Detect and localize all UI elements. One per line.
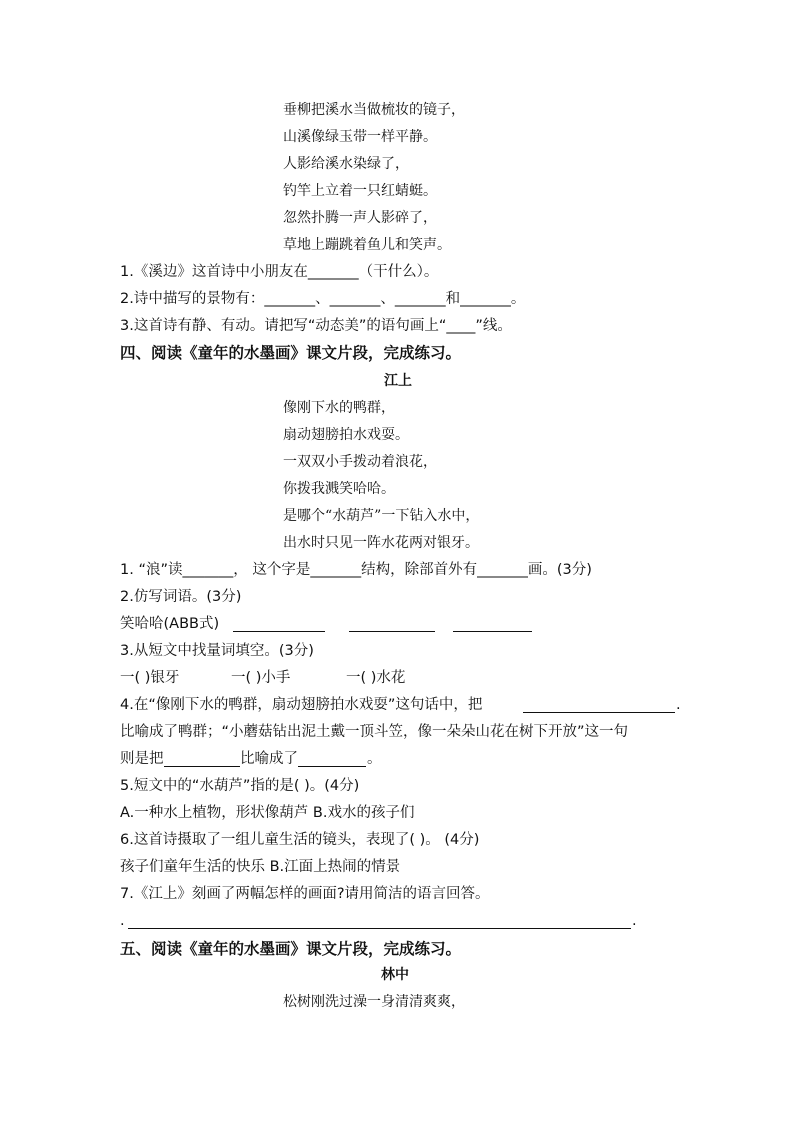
s4-question-5: 5.短文中的“水葫芦”指的是( )。(4分) [120, 778, 360, 794]
s4-q4-blank-3[interactable] [298, 766, 366, 767]
poem3-line-1: 松树刚洗过澡一身清清爽爽， [283, 994, 465, 1010]
section5-heading: 五、阅读《童年的水墨画》课文片段，完成练习。 [120, 940, 462, 958]
poem2-line-3: 一双双小手拨动着浪花， [283, 454, 437, 470]
s4-q7-answer-line[interactable] [128, 928, 631, 929]
s4-question-4b: 比喻成了鸭群；“小蘑菇钻出泥土戴一顶斗笠，像一朵朵山花在树下开放”这一句 [120, 724, 629, 740]
poem2-line-6: 出水时只见一阵水花两对银牙。 [283, 535, 479, 551]
poem1-line-1: 垂柳把溪水当做梳妆的镜子， [283, 102, 465, 118]
s3-question-2: 2.诗中描写的景物有：_______、_______、_______和_______。 [120, 291, 526, 307]
s3-question-3: 3.这首诗有静、有动。请把写“动态美”的语句画上“____”线。 [120, 318, 512, 334]
s4-q3-item-2: 一( )小手 [231, 670, 291, 686]
poem1-line-6: 草地上蹦跳着鱼儿和笑声。 [283, 237, 451, 253]
s4-question-2: 2.仿写词语。(3分) [120, 589, 242, 605]
s4-question-4c-1: 则是把 [120, 751, 164, 767]
poem1-line-4: 钓竿上立着一只红蜻蜓。 [283, 183, 437, 199]
s4-question-7: 7.《江上》刻画了两幅怎样的画面?请用简洁的语言回答。 [120, 886, 490, 902]
s4-q7-start: . [120, 913, 125, 929]
s4-question-4a: 4.在“像刚下水的鸭群，扇动翅膀拍水戏耍”这句话中，把 [120, 697, 483, 713]
poem1-line-5: 忽然扑腾一声人影碎了， [283, 210, 437, 226]
s4-q2-blank-2[interactable] [349, 631, 435, 632]
section4-heading: 四、阅读《童年的水墨画》课文片段，完成练习。 [120, 344, 462, 362]
s4-q4-period: . [676, 697, 681, 713]
s4-q3-item-1: 一( )银牙 [120, 670, 180, 686]
s4-q2-blank-1[interactable] [233, 631, 325, 632]
s4-q2-blank-3[interactable] [453, 631, 532, 632]
s4-question-4c-3: 。 [367, 751, 382, 767]
s4-question-4c-2: 比喻成了 [240, 751, 298, 767]
poem1-line-2: 山溪像绿玉带一样平静。 [283, 129, 437, 145]
s4-question-3: 3.从短文中找量词填空。(3分) [120, 643, 314, 659]
poem1-line-3: 人影给溪水染绿了， [283, 156, 409, 172]
s4-q2-example: 笑哈哈(ABB式) [120, 616, 220, 632]
s3-question-1: 1.《溪边》这首诗中小朋友在_______（干什么）。 [120, 264, 439, 280]
poem2-line-4: 你拨我溅笑哈哈。 [283, 481, 395, 497]
s4-q6-options: 孩子们童年生活的快乐 B.江面上热闹的情景 [120, 859, 401, 875]
s4-q3-item-3: 一( )水花 [346, 670, 406, 686]
poem2-line-2: 扇动翅膀拍水戏耍。 [283, 427, 409, 443]
s4-question-6: 6.这首诗摄取了一组儿童生活的镜头，表现了( )。 (4分) [120, 832, 480, 848]
poem2-line-1: 像刚下水的鸭群， [283, 400, 395, 416]
poem2-line-5: 是哪个“水葫芦”一下钻入水中， [283, 508, 480, 524]
s4-q4-blank-2[interactable] [164, 766, 240, 767]
s4-q5-options: A.一种水上植物，形状像葫芦 B.戏水的孩子们 [120, 805, 415, 821]
section4-poem-title: 江上 [384, 373, 412, 389]
section5-poem-title: 林中 [381, 967, 409, 983]
s4-question-1: 1. “浪”读_______， 这个字是_______结构，除部首外有_______画。(3分) [120, 562, 592, 578]
s4-q4-blank-1[interactable] [523, 712, 675, 713]
s4-q7-end: . [632, 913, 637, 929]
